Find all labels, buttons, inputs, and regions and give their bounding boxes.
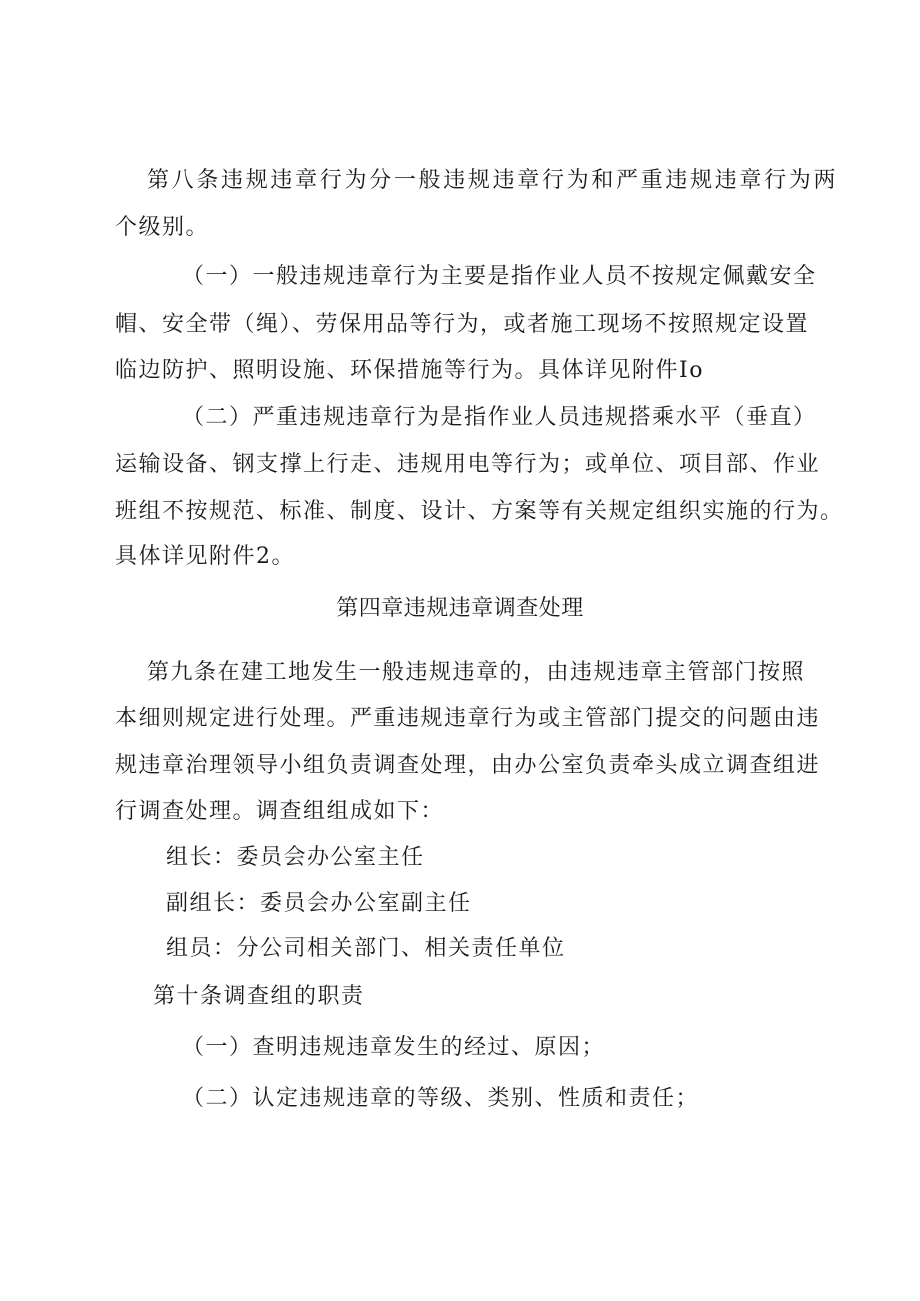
team-leader: 组长：委员会办公室主任 <box>166 845 425 870</box>
item-1-line-3: 临边防护、照明设施、环保措施等行为。具体详见附件Io <box>115 358 704 383</box>
article-10-item-1: （一）查明违规违章发生的经过、原因； <box>182 1035 606 1060</box>
team-deputy: 副组长：委员会办公室副主任 <box>166 891 472 916</box>
article-8-line-2: 个级别。 <box>115 215 210 240</box>
chapter-4-title: 第四章违规违章调查处理 <box>336 596 584 621</box>
article-9-line-1: 第九条在建工地发生一般违规违章的，由违规违章主管部门按照 <box>147 660 806 685</box>
item-2-line-1: （二）严重违规违章行为是指作业人员违规搭乘水平（垂直） <box>182 405 817 430</box>
item-2-line-4: 具体详见附件2。 <box>115 544 295 569</box>
item-1-line-2: 帽、安全带（绳）、劳保用品等行为，或者施工现场不按照规定设置 <box>115 312 810 337</box>
item-1-line-1: （一）一般违规违章行为主要是指作业人员不按规定佩戴安全 <box>182 264 817 289</box>
item-2-line-2: 运输设备、钢支撑上行走、违规用电等行为；或单位、项目部、作业 <box>115 452 821 477</box>
article-10-item-2: （二）认定违规违章的等级、类别、性质和责任； <box>182 1086 700 1111</box>
article-9-line-4: 行调查处理。调查组组成如下： <box>115 799 445 824</box>
article-9-line-2: 本细则规定进行处理。严重违规违章行为或主管部门提交的问题由违 <box>115 706 821 731</box>
item-2-line-3: 班组不按规范、标准、制度、设计、方案等有关规定组织实施的行为。 <box>115 499 844 524</box>
article-9-line-3: 规违章治理领导小组负责调查处理，由办公室负责牵头成立调查组进 <box>115 753 821 778</box>
team-members: 组员：分公司相关部门、相关责任单位 <box>166 936 566 961</box>
article-8-line-1: 第八条违规违章行为分一般违规违章行为和严重违规违章行为两 <box>147 168 837 193</box>
article-10-title: 第十条调查组的职责 <box>153 984 365 1009</box>
